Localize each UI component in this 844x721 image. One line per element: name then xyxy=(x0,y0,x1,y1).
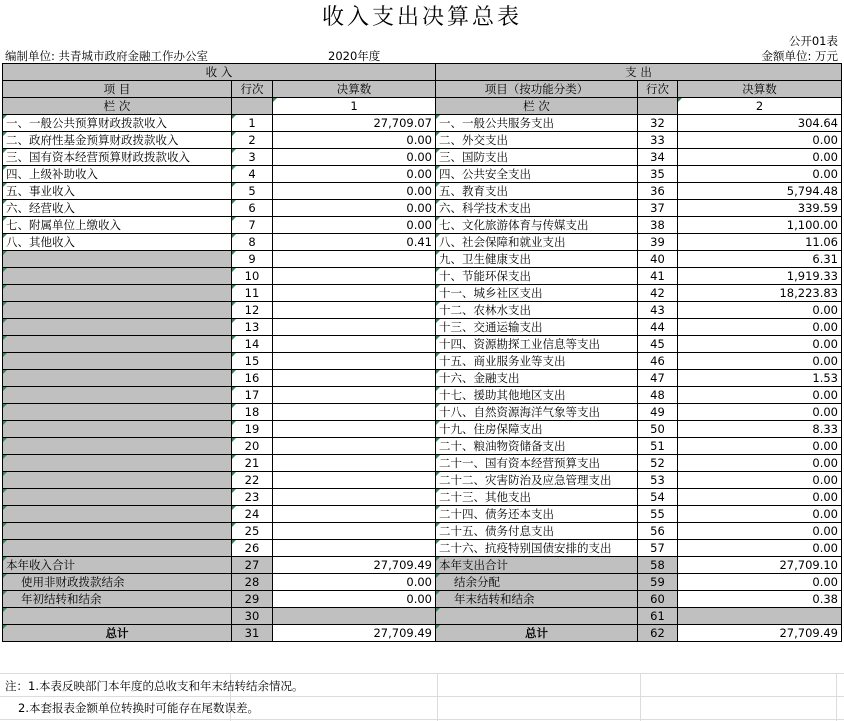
expense-item: 五、教育支出 xyxy=(436,183,638,200)
income-amount-header: 决算数 xyxy=(273,81,436,98)
expense-amount: 18,223.83 xyxy=(678,285,842,302)
income-amount xyxy=(273,404,436,421)
income-amount xyxy=(273,353,436,370)
income-line-no: 28 xyxy=(232,574,273,591)
expense-line-no: 37 xyxy=(638,200,678,217)
expense-amount: 0.00 xyxy=(678,132,842,149)
income-amount: 27,709.07 xyxy=(273,115,436,132)
header-row-section xyxy=(3,64,842,81)
table-row xyxy=(3,166,842,183)
expense-item: 二十三、其他支出 xyxy=(436,489,638,506)
income-amount xyxy=(273,251,436,268)
note-2: 2.本套报表金额单位转换时可能存在尾数误差。 xyxy=(18,701,259,715)
income-header: 收 入 xyxy=(3,64,436,81)
income-line-no: 10 xyxy=(232,268,273,285)
expense-amount: 0.00 xyxy=(678,438,842,455)
expense-line-header: 行次 xyxy=(638,81,678,98)
expense-line-no: 59 xyxy=(638,574,678,591)
income-amount xyxy=(273,421,436,438)
expense-line-no: 36 xyxy=(638,183,678,200)
income-item xyxy=(3,353,232,370)
income-line-no: 12 xyxy=(232,302,273,319)
income-line-no: 20 xyxy=(232,438,273,455)
form-code: 公开01表 xyxy=(788,34,838,48)
income-summary-amount: 27,709.49 xyxy=(273,557,436,574)
summary-row xyxy=(3,557,842,574)
expense-amount: 0.00 xyxy=(678,472,842,489)
expense-item: 二十二、灾害防治及应急管理支出 xyxy=(436,472,638,489)
income-item: 五、事业收入 xyxy=(3,183,232,200)
income-line-no: 3 xyxy=(232,149,273,166)
income-amount xyxy=(273,523,436,540)
expense-item: 十三、交通运输支出 xyxy=(436,319,638,336)
income-item xyxy=(3,387,232,404)
header-row-columns xyxy=(3,81,842,98)
expense-line-no: 44 xyxy=(638,319,678,336)
expense-total-label: 总计 xyxy=(436,625,638,642)
income-item xyxy=(3,472,232,489)
expense-line-no: 43 xyxy=(638,302,678,319)
table-row xyxy=(3,472,842,489)
unit-label: 编制单位: 共青城市政府金融工作办公室 xyxy=(5,49,209,63)
income-line-no: 21 xyxy=(232,455,273,472)
expense-line-no: 62 xyxy=(638,625,678,642)
expense-amount: 0.00 xyxy=(678,387,842,404)
income-item: 三、国有资本经营预算财政拨款收入 xyxy=(3,149,232,166)
expense-item: 二十、粮油物资储备支出 xyxy=(436,438,638,455)
expense-line-no: 47 xyxy=(638,370,678,387)
table-row xyxy=(3,506,842,523)
expense-amount: 1,919.33 xyxy=(678,268,842,285)
expense-line-no: 60 xyxy=(638,591,678,608)
expense-line-no: 38 xyxy=(638,217,678,234)
income-line-no: 5 xyxy=(232,183,273,200)
table-row xyxy=(3,285,842,302)
expense-line-no: 50 xyxy=(638,421,678,438)
income-amount xyxy=(273,506,436,523)
expense-line-no: 45 xyxy=(638,336,678,353)
table-row xyxy=(3,523,842,540)
income-item xyxy=(3,455,232,472)
table-row xyxy=(3,149,842,166)
expense-amount: 11.06 xyxy=(678,234,842,251)
expense-item: 十五、商业服务业等支出 xyxy=(436,353,638,370)
amount-unit: 金额单位: 万元 xyxy=(761,49,838,63)
income-item xyxy=(3,319,232,336)
summary-row xyxy=(3,591,842,608)
expense-column-index: 2 xyxy=(678,98,842,115)
expense-item: 三、国防支出 xyxy=(436,149,638,166)
income-amount xyxy=(273,387,436,404)
income-amount xyxy=(273,438,436,455)
income-amount xyxy=(273,489,436,506)
expense-line-no: 49 xyxy=(638,404,678,421)
expense-item: 十二、农林水支出 xyxy=(436,302,638,319)
expense-summary-amount: 0.00 xyxy=(678,574,842,591)
income-item xyxy=(3,268,232,285)
income-item xyxy=(3,370,232,387)
expense-amount: 0.00 xyxy=(678,149,842,166)
income-summary-item: 年初结转和结余 xyxy=(3,591,232,608)
expense-line-no: 46 xyxy=(638,353,678,370)
expense-item: 十、节能环保支出 xyxy=(436,268,638,285)
expense-line-no: 57 xyxy=(638,540,678,557)
income-item xyxy=(3,251,232,268)
income-line-no: 6 xyxy=(232,200,273,217)
table-row xyxy=(3,217,842,234)
income-line-no: 14 xyxy=(232,336,273,353)
expense-summary-amount xyxy=(678,608,842,625)
expense-amount: 0.00 xyxy=(678,489,842,506)
table-row xyxy=(3,438,842,455)
income-line-no: 16 xyxy=(232,370,273,387)
expense-amount: 0.00 xyxy=(678,455,842,472)
expense-line-no: 41 xyxy=(638,268,678,285)
table-row xyxy=(3,132,842,149)
income-item: 六、经营收入 xyxy=(3,200,232,217)
expense-amount: 0.00 xyxy=(678,540,842,557)
income-line-no: 30 xyxy=(232,608,273,625)
expense-item: 十一、城乡社区支出 xyxy=(436,285,638,302)
income-line-no: 26 xyxy=(232,540,273,557)
income-amount: 0.00 xyxy=(273,217,436,234)
income-item: 一、一般公共预算财政拨款收入 xyxy=(3,115,232,132)
expense-line-blank xyxy=(638,98,678,115)
expense-amount: 6.31 xyxy=(678,251,842,268)
table-row xyxy=(3,302,842,319)
table-row xyxy=(3,387,842,404)
expense-line-no: 52 xyxy=(638,455,678,472)
expense-amount-header: 决算数 xyxy=(678,81,842,98)
income-item xyxy=(3,285,232,302)
income-line-no: 9 xyxy=(232,251,273,268)
expense-line-no: 39 xyxy=(638,234,678,251)
expense-line-no: 35 xyxy=(638,166,678,183)
table-row xyxy=(3,336,842,353)
expense-line-no: 53 xyxy=(638,472,678,489)
income-amount xyxy=(273,540,436,557)
expense-item: 二、外交支出 xyxy=(436,132,638,149)
table-row xyxy=(3,421,842,438)
expense-summary-amount: 0.38 xyxy=(678,591,842,608)
table-row xyxy=(3,268,842,285)
expense-line-no: 51 xyxy=(638,438,678,455)
expense-item: 二十一、国有资本经营预算支出 xyxy=(436,455,638,472)
income-summary-amount xyxy=(273,608,436,625)
expense-item: 六、科学技术支出 xyxy=(436,200,638,217)
expense-item: 二十五、债务付息支出 xyxy=(436,523,638,540)
expense-amount: 5,794.48 xyxy=(678,183,842,200)
table-row xyxy=(3,234,842,251)
income-line-no: 11 xyxy=(232,285,273,302)
table-row xyxy=(3,251,842,268)
income-line-no: 19 xyxy=(232,421,273,438)
expense-item-header: 项目（按功能分类） xyxy=(436,81,638,98)
expense-item: 十六、金融支出 xyxy=(436,370,638,387)
expense-amount: 0.00 xyxy=(678,336,842,353)
income-line-no: 4 xyxy=(232,166,273,183)
income-line-no: 24 xyxy=(232,506,273,523)
income-line-no: 18 xyxy=(232,404,273,421)
expense-item: 九、卫生健康支出 xyxy=(436,251,638,268)
expense-line-no: 54 xyxy=(638,489,678,506)
report-year: 2020年度 xyxy=(328,49,381,63)
income-item xyxy=(3,404,232,421)
income-summary-amount: 0.00 xyxy=(273,574,436,591)
expense-item: 四、公共安全支出 xyxy=(436,166,638,183)
table-row xyxy=(3,370,842,387)
expense-item: 二十四、债务还本支出 xyxy=(436,506,638,523)
income-summary-item: 使用非财政拨款结余 xyxy=(3,574,232,591)
expense-item: 十八、自然资源海洋气象等支出 xyxy=(436,404,638,421)
table-row xyxy=(3,489,842,506)
expense-amount: 0.00 xyxy=(678,353,842,370)
expense-amount: 0.00 xyxy=(678,506,842,523)
expense-line-no: 42 xyxy=(638,285,678,302)
expense-amount: 339.59 xyxy=(678,200,842,217)
expense-item: 八、社会保障和就业支出 xyxy=(436,234,638,251)
expense-line-no: 33 xyxy=(638,132,678,149)
table-row xyxy=(3,319,842,336)
income-line-no: 1 xyxy=(232,115,273,132)
expense-total-amount: 27,709.49 xyxy=(678,625,842,642)
income-line-header: 行次 xyxy=(232,81,273,98)
income-line-no: 23 xyxy=(232,489,273,506)
expense-amount: 0.00 xyxy=(678,166,842,183)
income-line-blank xyxy=(232,98,273,115)
income-amount: 0.41 xyxy=(273,234,436,251)
expense-summary-item: 年末结转和结余 xyxy=(436,591,638,608)
income-item xyxy=(3,523,232,540)
income-amount xyxy=(273,370,436,387)
expense-item: 十九、住房保障支出 xyxy=(436,421,638,438)
expense-amount: 0.00 xyxy=(678,319,842,336)
expense-line-no: 32 xyxy=(638,115,678,132)
expense-line-no: 40 xyxy=(638,251,678,268)
income-line-no: 29 xyxy=(232,591,273,608)
table-row xyxy=(3,183,842,200)
summary-row xyxy=(3,574,842,591)
expense-line-no: 34 xyxy=(638,149,678,166)
expense-summary-item: 本年支出合计 xyxy=(436,557,638,574)
income-item xyxy=(3,336,232,353)
table-row xyxy=(3,404,842,421)
table-row xyxy=(3,200,842,217)
table-row xyxy=(3,115,842,132)
income-line-no: 8 xyxy=(232,234,273,251)
expense-summary-amount: 27,709.10 xyxy=(678,557,842,574)
table-row xyxy=(3,353,842,370)
income-amount xyxy=(273,268,436,285)
summary-row xyxy=(3,625,842,642)
expense-item: 十四、资源勘探工业信息等支出 xyxy=(436,336,638,353)
expense-column-label: 栏 次 xyxy=(436,98,638,115)
income-column-label: 栏 次 xyxy=(3,98,232,115)
income-item: 八、其他收入 xyxy=(3,234,232,251)
table-row xyxy=(3,540,842,557)
expense-amount: 0.00 xyxy=(678,302,842,319)
income-item xyxy=(3,438,232,455)
expense-amount: 0.00 xyxy=(678,523,842,540)
income-amount xyxy=(273,455,436,472)
income-item-header: 项 目 xyxy=(3,81,232,98)
income-amount xyxy=(273,336,436,353)
note-1: 注：1.本表反映部门本年度的总收支和年末结转结余情况。 xyxy=(5,679,304,693)
income-amount xyxy=(273,472,436,489)
income-line-no: 22 xyxy=(232,472,273,489)
income-line-no: 7 xyxy=(232,217,273,234)
income-item xyxy=(3,506,232,523)
expense-amount: 1.53 xyxy=(678,370,842,387)
expense-line-no: 56 xyxy=(638,523,678,540)
expense-summary-item xyxy=(436,608,638,625)
income-line-no: 27 xyxy=(232,557,273,574)
income-expense-table xyxy=(2,63,842,642)
income-column-index: 1 xyxy=(273,98,436,115)
income-line-no: 2 xyxy=(232,132,273,149)
expense-amount: 8.33 xyxy=(678,421,842,438)
expense-amount: 304.64 xyxy=(678,115,842,132)
income-amount xyxy=(273,285,436,302)
income-item: 四、上级补助收入 xyxy=(3,166,232,183)
expense-amount: 1,100.00 xyxy=(678,217,842,234)
header-row-index xyxy=(3,98,842,115)
expense-summary-item: 结余分配 xyxy=(436,574,638,591)
expense-header: 支 出 xyxy=(436,64,842,81)
income-summary-amount: 0.00 xyxy=(273,591,436,608)
expense-line-no: 58 xyxy=(638,557,678,574)
expense-item: 七、文化旅游体育与传媒支出 xyxy=(436,217,638,234)
income-item xyxy=(3,302,232,319)
income-amount: 0.00 xyxy=(273,149,436,166)
income-amount xyxy=(273,302,436,319)
income-item: 七、附属单位上缴收入 xyxy=(3,217,232,234)
income-total-label: 总计 xyxy=(3,625,232,642)
income-line-no: 15 xyxy=(232,353,273,370)
income-summary-item xyxy=(3,608,232,625)
income-summary-item: 本年收入合计 xyxy=(3,557,232,574)
income-total-amount: 27,709.49 xyxy=(273,625,436,642)
expense-amount: 0.00 xyxy=(678,404,842,421)
income-line-no: 17 xyxy=(232,387,273,404)
income-item xyxy=(3,421,232,438)
income-amount: 0.00 xyxy=(273,183,436,200)
income-amount xyxy=(273,319,436,336)
expense-line-no: 61 xyxy=(638,608,678,625)
summary-row xyxy=(3,608,842,625)
income-amount: 0.00 xyxy=(273,132,436,149)
income-line-no: 25 xyxy=(232,523,273,540)
income-amount: 0.00 xyxy=(273,166,436,183)
expense-item: 一、一般公共服务支出 xyxy=(436,115,638,132)
income-line-no: 31 xyxy=(232,625,273,642)
table-row xyxy=(3,455,842,472)
report-title: 收入支出决算总表 xyxy=(321,5,522,30)
income-item xyxy=(3,489,232,506)
expense-item: 十七、援助其他地区支出 xyxy=(436,387,638,404)
income-amount: 0.00 xyxy=(273,200,436,217)
expense-line-no: 55 xyxy=(638,506,678,523)
income-item xyxy=(3,540,232,557)
income-line-no: 13 xyxy=(232,319,273,336)
income-item: 二、政府性基金预算财政拨款收入 xyxy=(3,132,232,149)
expense-line-no: 48 xyxy=(638,387,678,404)
expense-item: 二十六、抗疫特别国债安排的支出 xyxy=(436,540,638,557)
